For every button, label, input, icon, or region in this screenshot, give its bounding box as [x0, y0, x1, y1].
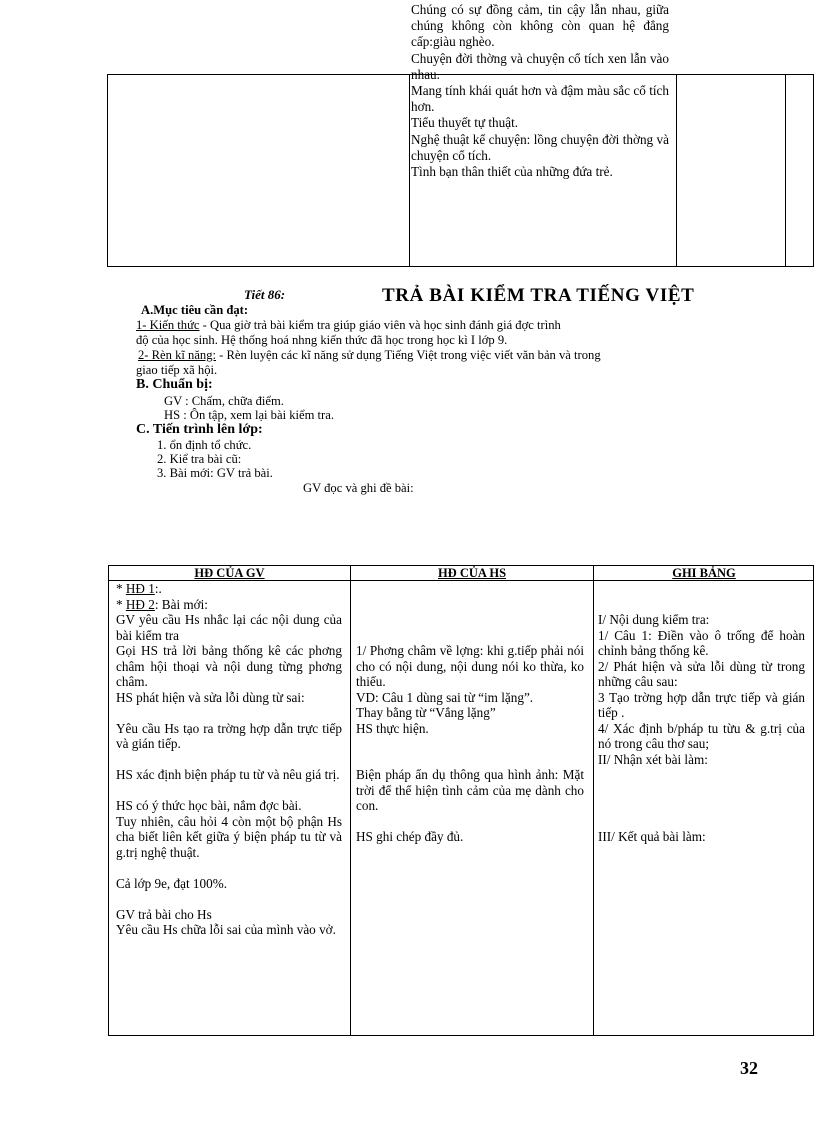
preparation-heading: B. Chuẩn bị:	[136, 377, 213, 392]
gv-paragraph: Tuy nhiên, câu hỏi 4 còn một bộ phận Hs cha biết liên kết giữa ý biện pháp tu từ và g.trị nghệ thuật.	[116, 813, 342, 860]
knowledge-label: 1- Kiến thức	[136, 318, 200, 332]
top-table-content-cell	[411, 2, 669, 180]
hd1-line: * HĐ 1:.	[116, 581, 162, 596]
gv-paragraph: Yêu cầu Hs tạo ra trờng hợp dẫn trực tiếp và gián tiếp.	[116, 720, 342, 751]
hs-paragraph: HS ghi chép đầy đủ.	[356, 829, 464, 844]
top-cell-line: Tình bạn thân thiết của những đứa trẻ.	[411, 164, 613, 180]
skill-label: 2- Rèn kĩ năng:	[138, 348, 216, 362]
procedure-heading: C. Tiến trình lên lớp:	[136, 422, 263, 437]
header-board: GHI BẢNG	[672, 566, 736, 580]
procedure-step-2: 2. Kiể tra bài cũ:	[157, 452, 242, 466]
board-paragraph: II/ Nhận xét bài làm:	[598, 751, 708, 767]
board-paragraph: 2/ Phát hiện và sửa lỗi dùng từ trong những câu sau:	[598, 658, 805, 689]
skill-line-1	[138, 348, 601, 363]
hd1-rest: :.	[154, 581, 162, 596]
gv-paragraph: HS xác định biện pháp tu từ và nêu giá trị.	[116, 767, 340, 782]
table-divider	[350, 566, 351, 1035]
top-cell-line: Mang tính khái quát hơn và đậm màu sắc cổ tích hơn.	[411, 83, 669, 115]
skill-text: - Rèn luyện các kĩ năng sử dụng Tiếng Việt trong việc viết văn bản và trong	[216, 348, 601, 362]
knowledge-line-2: độ của học sinh. Hệ thống hoá nhng kiến thức đã học trong học kì I lớp 9.	[136, 333, 508, 347]
hd2-rest: : Bài mới:	[154, 596, 208, 612]
hs-paragraph: 1/ Phơng châm về lợng: khi g.tiếp phải nói cho có nội dung, nội dung nói ko thừa, ko thiếu.	[356, 643, 584, 689]
skill-line-2: giao tiếp xã hội.	[136, 363, 218, 377]
hd1-label: HĐ 1	[125, 581, 155, 596]
top-cell-line: Nghệ thuật kể chuyện: lồng chuyện đời thờng và chuyện cổ tích.	[411, 131, 669, 163]
hs-paragraph: Biện pháp ẩn dụ thông qua hình ảnh: Mặt trời để thể hiện tình cảm của mẹ dành cho con.	[356, 767, 584, 813]
gv-paragraph: Yêu cầu Hs chữa lỗi sai của mình vào vở.	[116, 922, 336, 937]
hs-paragraph: VD: Câu 1 dùng sai từ “im lặng”.	[356, 689, 534, 705]
header-gv: HĐ CỦA GV	[194, 566, 265, 580]
hd2-line: * HĐ 2: Bài mới:	[116, 596, 208, 612]
top-cell-line: Chuyện đời thờng và chuyện cổ tích xen lẫn vào nhau.	[411, 50, 669, 82]
gv-paragraph: HS có ý thức học bài, nắm đợc bài.	[116, 798, 302, 813]
gv-paragraph: GV trả bài cho Hs	[116, 906, 212, 922]
board-paragraph: III/ Kết quả bài làm:	[598, 829, 706, 844]
top-table-divider	[785, 75, 786, 266]
top-cell-line: Chúng có sự đồng cảm, tin cậy lẫn nhau, giữa chúng không còn không còn quan hệ đẳng cấp:giàu nghèo.	[411, 2, 669, 50]
board-column	[598, 612, 805, 845]
gv-paragraph: Gọi HS trả lời bảng thống kê các phơng châm hội thoại và nội dung từng phơng châm.	[116, 643, 342, 689]
objectives-heading: A.Mục tiêu cần đạt:	[141, 303, 249, 317]
procedure-note: GV đọc và ghi đề bài:	[303, 481, 414, 495]
gv-paragraph: Cả lớp 9e, đạt 100%.	[116, 875, 227, 891]
knowledge-text: - Qua giờ trả bài kiểm tra giúp giáo viên và học sinh đánh giá đợc trình	[199, 318, 561, 332]
preparation-gv: GV : Chấm, chữa điểm.	[164, 394, 284, 408]
hs-paragraph: Thay bằng từ “Vắng lặng”	[356, 705, 496, 720]
lesson-label: Tiết 86:	[244, 287, 286, 302]
hs-column	[356, 643, 584, 845]
procedure-step-1: 1. ổn định tổ chức.	[157, 438, 252, 452]
gv-paragraph: HS phát hiện và sửa lỗi dùng từ sai:	[116, 689, 305, 705]
top-table-divider	[676, 75, 677, 266]
procedure-step-3: 3. Bài mới: GV trả bài.	[157, 466, 273, 480]
table-divider	[593, 566, 594, 1035]
knowledge-line-1	[136, 318, 561, 333]
hd2-label: HĐ 2	[125, 596, 155, 612]
lesson-title: TRẢ BÀI KIỂM TRA TIẾNG VIỆT	[382, 285, 695, 306]
hs-paragraph: HS thực hiện.	[356, 720, 429, 736]
top-table-divider	[409, 75, 410, 266]
top-cell-line: Tiểu thuyết tự thuật.	[411, 115, 519, 131]
board-paragraph: 1/ Câu 1: Điền vào ô trống để hoàn chỉnh bảng thống kê.	[598, 627, 805, 658]
page-number: 32	[740, 1058, 758, 1078]
preparation-hs: HS : Ôn tập, xem lại bài kiểm tra.	[164, 408, 334, 422]
gv-column	[116, 581, 342, 938]
header-hs: HĐ CỦA HS	[437, 566, 507, 580]
board-paragraph: 3 Tạo trờng hợp dẫn trực tiếp và gián tiếp .	[598, 689, 805, 720]
board-paragraph: 4/ Xác định b/pháp tu từu & g.trị của nó trong câu thơ sau;	[598, 720, 805, 751]
gv-paragraph: GV yêu cầu Hs nhắc lại các nội dung của bài kiểm tra	[116, 612, 342, 643]
board-paragraph: I/ Nội dung kiểm tra:	[598, 612, 710, 627]
